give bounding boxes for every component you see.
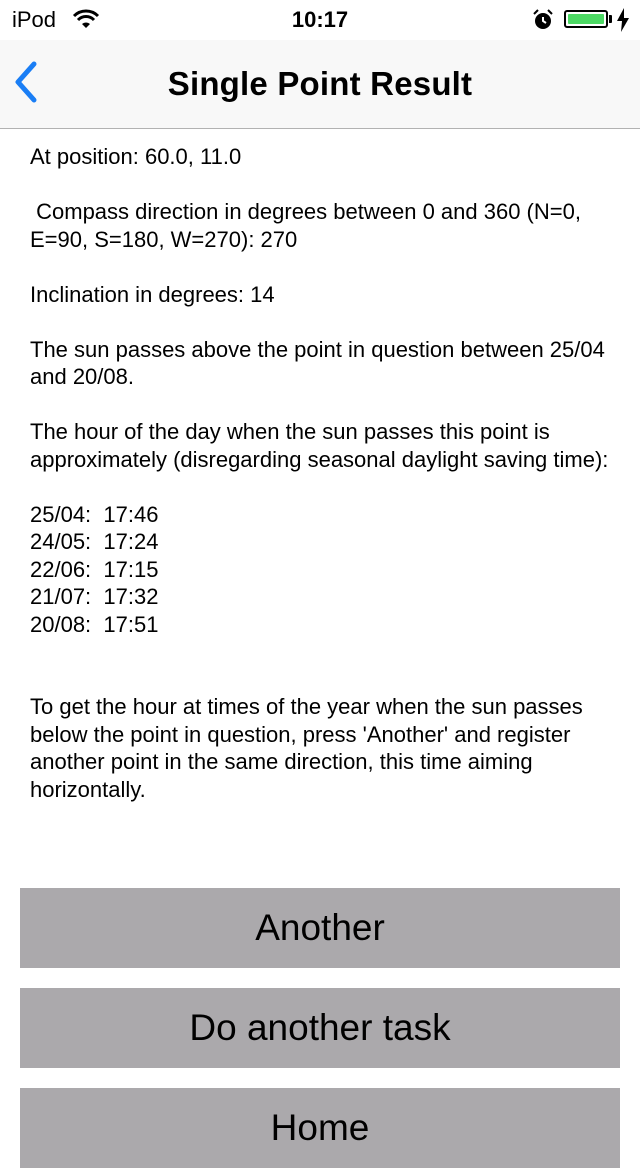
result-text [30,143,620,831]
home-button[interactable]: Home [20,1088,620,1168]
do-another-task-button[interactable]: Do another task [20,988,620,1068]
navigation-bar [0,40,640,129]
charging-bolt-icon [616,8,630,38]
page-title: Single Point Result [167,65,473,102]
another-button[interactable]: Another [20,888,620,968]
carrier-label: iPod [12,7,57,32]
status-bar [0,0,640,40]
alarm-clock-icon [532,9,554,37]
note-text: To get the hour at times of the year when the sun passes below the point in question, press 'Another' and register another point in the same direction, this time aiming horizontally. [30,694,589,802]
inclination-text: Inclination in degrees: 14 [30,281,275,307]
battery-level [568,14,604,24]
compass-text: Compass direction in degrees between 0 and 360 (N=0, E=90, S=180, W=270): 270 [30,199,588,252]
time-row: 22/06: 17:15 [30,556,159,582]
hour-intro-text: The hour of the day when the sun passes this point is approximately (disregarding seasonal daylight saving time): [30,419,609,472]
battery-tip [609,15,612,23]
time-row: 25/04: 17:46 [30,501,159,527]
position-text: At position: 60.0, 11.0 [30,144,242,169]
time-row: 21/07: 17:32 [30,584,159,609]
time-list [30,501,620,639]
battery-icon [564,10,608,28]
time-row: 20/08: 17:51 [30,611,159,637]
sun-passes-text: The sun passes above the point in question between 25/04 and 20/08. [30,336,611,389]
time-row: 24/05: 17:24 [30,529,159,554]
clock-time: 10:17 [291,7,349,32]
